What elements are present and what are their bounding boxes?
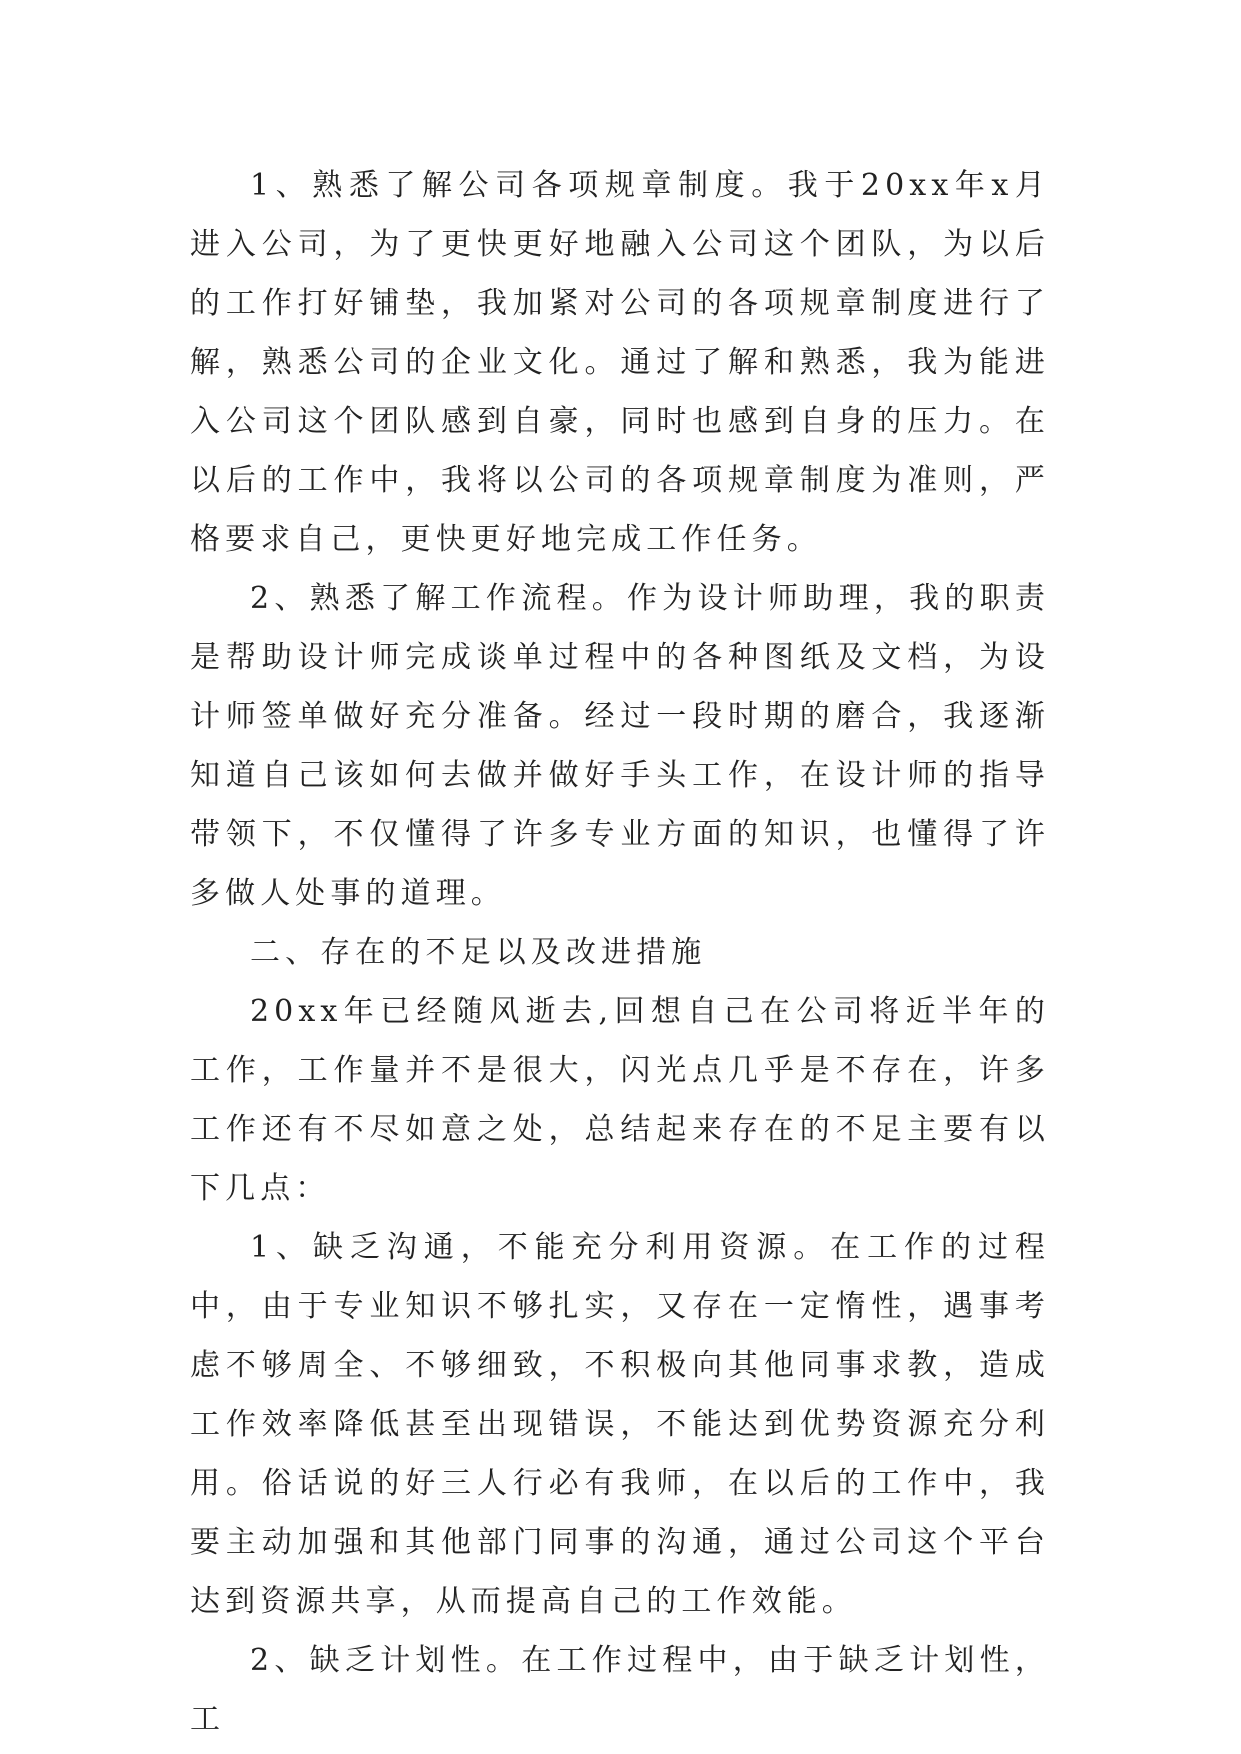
paragraph-rules: 1、熟悉了解公司各项规章制度。我于20xx年x月进入公司，为了更快更好地融入公司这个团队，为以后的工作打好铺垫，我加紧对公司的各项规章制度进行了解，熟悉公司的企业文化。通过了解和熟悉，我为能进入公司这个团队感到自豪，同时也感到自身的压力。在以后的工作中，我将以公司的各项规章制度为准则，严格要求自己，更快更好地完成工作任务。: [190, 168, 1050, 557]
paragraph-planning: 2、缺乏计划性。在工作过程中，由于缺乏计划性，工: [190, 1643, 1050, 1737]
paragraph-workflow: 2、熟悉了解工作流程。作为设计师助理，我的职责是帮助设计师完成谈单过程中的各种图纸及文档，为设计师签单做好充分准备。经过一段时期的磨合，我逐渐知道自己该如何去做并做好手头工作，在设计师的指导带领下，不仅懂得了许多专业方面的知识，也懂得了许多做人处事的道理。: [190, 581, 1050, 911]
paragraph-summary: 20xx年已经随风逝去,回想自己在公司将近半年的工作，工作量并不是很大，闪光点几乎是不存在，许多工作还有不尽如意之处，总结起来存在的不足主要有以下几点：: [190, 994, 1050, 1206]
section-heading: 二、存在的不足以及改进措施: [250, 935, 707, 970]
paragraph-communication: 1、缺乏沟通，不能充分利用资源。在工作的过程中，由于专业知识不够扎实，又存在一定惰性，遇事考虑不够周全、不够细致，不积极向其他同事求教，造成工作效率降低甚至出现错误，不能达到优势资源充分利用。俗话说的好三人行必有我师，在以后的工作中，我要主动加强和其他部门同事的沟通，通过公司这个平台达到资源共享，从而提高自己的工作效能。: [190, 1230, 1050, 1619]
document-body: [190, 156, 1050, 1749]
